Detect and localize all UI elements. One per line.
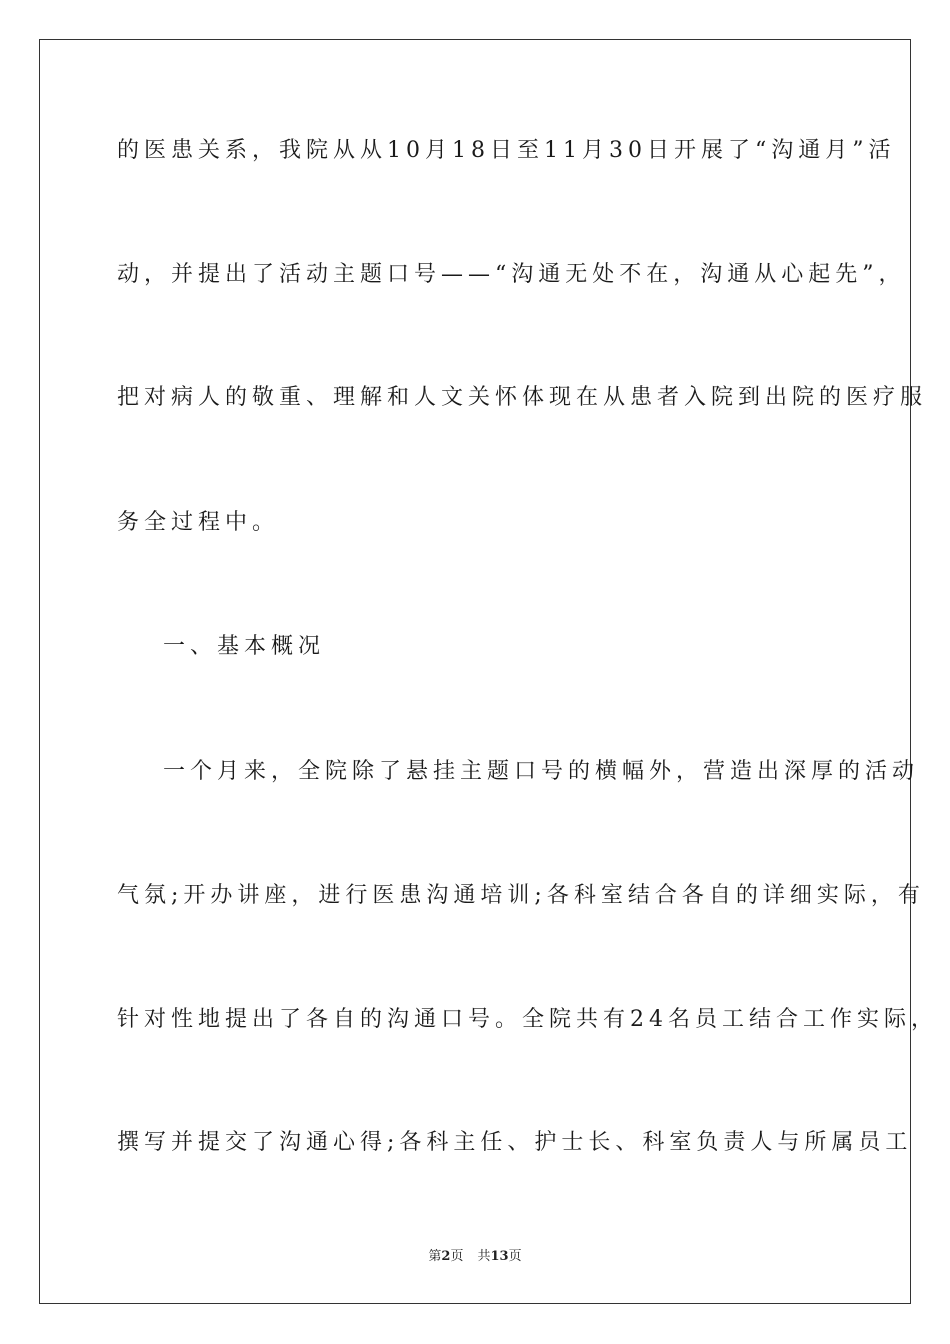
footer-page-prefix: 第 bbox=[428, 1249, 442, 1264]
page-border bbox=[39, 39, 938, 1304]
paragraph-line-3: 把对病人的敬重、理解和人文关怀体现在从患者入院到出院的医疗服 bbox=[117, 385, 928, 410]
paragraph-line-7: 针对性地提出了各自的沟通口号。全院共有24名员工结合工作实际， bbox=[117, 1007, 938, 1032]
paragraph-line-4: 务全过程中。 bbox=[117, 510, 280, 535]
footer-total-prefix: 共 bbox=[477, 1249, 491, 1264]
paragraph-line-2: 动，并提出了活动主题口号——“沟通无处不在，沟通从心起先”， bbox=[117, 262, 906, 287]
paragraph-line-6: 气氛;开办讲座，进行医患沟通培训;各科室结合各自的详细实际，有 bbox=[117, 883, 925, 908]
footer-total-suffix: 页 bbox=[508, 1249, 522, 1264]
footer-page-suffix: 页 bbox=[450, 1249, 464, 1264]
paragraph-line-8: 撰写并提交了沟通心得;各科主任、护士长、科室负责人与所属员工 bbox=[117, 1130, 913, 1155]
section-heading: 一、基本概况 bbox=[163, 634, 326, 659]
footer-total-number: 13 bbox=[490, 1249, 509, 1264]
paragraph-line-5: 一个月来，全院除了悬挂主题口号的横幅外，营造出深厚的活动 bbox=[163, 759, 920, 784]
footer-page-number: 2 bbox=[441, 1249, 451, 1264]
page-footer bbox=[0, 1248, 950, 1266]
paragraph-line-1: 的医患关系，我院从从10月18日至11月30日开展了“沟通月”活 bbox=[117, 138, 896, 163]
